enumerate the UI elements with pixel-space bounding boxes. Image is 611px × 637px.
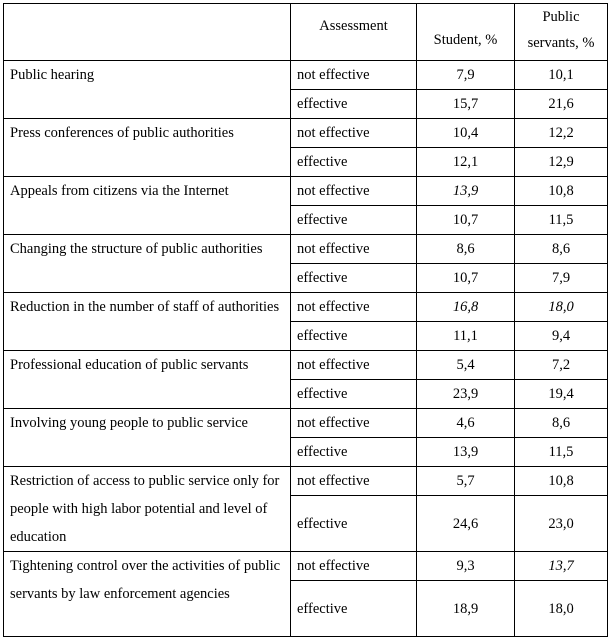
measure-cell: Restriction of access to public service only for people with high labor potential and level of education bbox=[4, 467, 291, 552]
assessment-cell: effective bbox=[291, 148, 417, 177]
table-row bbox=[4, 467, 608, 496]
table-row bbox=[4, 552, 608, 581]
assessment-cell: not effective bbox=[291, 351, 417, 380]
measure-cell: Reduction in the number of staff of authorities bbox=[4, 293, 291, 351]
servants-value: 8,6 bbox=[515, 235, 608, 264]
assessment-cell: effective bbox=[291, 581, 417, 637]
table-row bbox=[4, 177, 608, 206]
servants-value: 13,7 bbox=[515, 552, 608, 581]
assessment-cell: not effective bbox=[291, 235, 417, 264]
students-value: 9,3 bbox=[417, 552, 515, 581]
header-measure bbox=[4, 4, 291, 61]
assessment-cell: not effective bbox=[291, 119, 417, 148]
servants-value: 10,8 bbox=[515, 177, 608, 206]
assessment-cell: effective bbox=[291, 90, 417, 119]
servants-value: 19,4 bbox=[515, 380, 608, 409]
students-value: 24,6 bbox=[417, 496, 515, 552]
students-value: 7,9 bbox=[417, 61, 515, 90]
measure-cell: Professional education of public servants bbox=[4, 351, 291, 409]
assessment-cell: effective bbox=[291, 380, 417, 409]
students-value: 5,4 bbox=[417, 351, 515, 380]
students-value: 10,7 bbox=[417, 264, 515, 293]
servants-value: 12,2 bbox=[515, 119, 608, 148]
servants-value: 9,4 bbox=[515, 322, 608, 351]
students-value: 16,8 bbox=[417, 293, 515, 322]
assessment-cell: effective bbox=[291, 438, 417, 467]
servants-value: 8,6 bbox=[515, 409, 608, 438]
header-students: Student, % bbox=[417, 4, 515, 61]
servants-value: 12,9 bbox=[515, 148, 608, 177]
assessment-cell: not effective bbox=[291, 177, 417, 206]
measure-cell: Involving young people to public service bbox=[4, 409, 291, 467]
table-row bbox=[4, 119, 608, 148]
students-value: 12,1 bbox=[417, 148, 515, 177]
survey-table bbox=[3, 3, 608, 637]
servants-value: 21,6 bbox=[515, 90, 608, 119]
assessment-cell: effective bbox=[291, 264, 417, 293]
servants-value: 11,5 bbox=[515, 206, 608, 235]
servants-value: 18,0 bbox=[515, 293, 608, 322]
measure-cell: Press conferences of public authorities bbox=[4, 119, 291, 177]
servants-value: 10,8 bbox=[515, 467, 608, 496]
table-row bbox=[4, 409, 608, 438]
students-value: 18,9 bbox=[417, 581, 515, 637]
table-row bbox=[4, 293, 608, 322]
header-row bbox=[4, 4, 608, 61]
table-body bbox=[4, 61, 608, 637]
students-value: 10,4 bbox=[417, 119, 515, 148]
students-value: 8,6 bbox=[417, 235, 515, 264]
students-value: 10,7 bbox=[417, 206, 515, 235]
assessment-cell: effective bbox=[291, 206, 417, 235]
servants-value: 10,1 bbox=[515, 61, 608, 90]
measure-cell: Appeals from citizens via the Internet bbox=[4, 177, 291, 235]
header-assessment: Assessment bbox=[291, 4, 417, 61]
students-value: 13,9 bbox=[417, 177, 515, 206]
students-value: 15,7 bbox=[417, 90, 515, 119]
assessment-cell: not effective bbox=[291, 293, 417, 322]
students-value: 13,9 bbox=[417, 438, 515, 467]
students-value: 4,6 bbox=[417, 409, 515, 438]
assessment-cell: not effective bbox=[291, 409, 417, 438]
servants-value: 18,0 bbox=[515, 581, 608, 637]
assessment-cell: effective bbox=[291, 322, 417, 351]
table-row bbox=[4, 351, 608, 380]
table-row bbox=[4, 61, 608, 90]
servants-value: 7,9 bbox=[515, 264, 608, 293]
assessment-cell: not effective bbox=[291, 467, 417, 496]
servants-value: 23,0 bbox=[515, 496, 608, 552]
servants-value: 7,2 bbox=[515, 351, 608, 380]
measure-cell: Changing the structure of public authorities bbox=[4, 235, 291, 293]
assessment-cell: effective bbox=[291, 496, 417, 552]
header-servants: Public servants, % bbox=[515, 4, 608, 61]
students-value: 23,9 bbox=[417, 380, 515, 409]
measure-cell: Tightening control over the activities of public servants by law enforcement agencies bbox=[4, 552, 291, 637]
students-value: 11,1 bbox=[417, 322, 515, 351]
students-value: 5,7 bbox=[417, 467, 515, 496]
table-row bbox=[4, 235, 608, 264]
assessment-cell: not effective bbox=[291, 552, 417, 581]
measure-cell: Public hearing bbox=[4, 61, 291, 119]
servants-value: 11,5 bbox=[515, 438, 608, 467]
assessment-cell: not effective bbox=[291, 61, 417, 90]
